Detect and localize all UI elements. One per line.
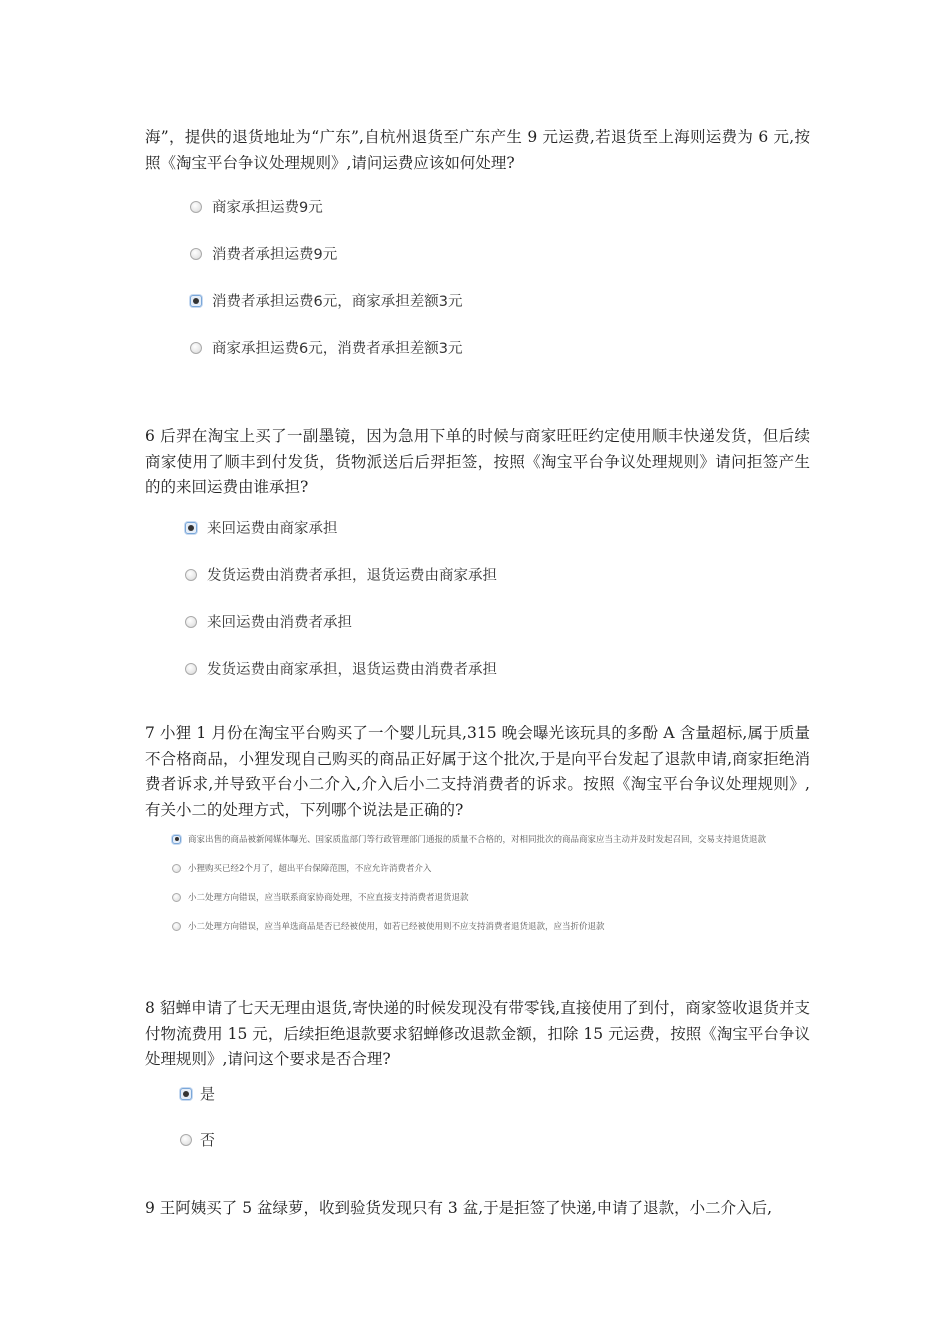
radio-checked-icon[interactable] bbox=[180, 1088, 192, 1100]
q7-option-3[interactable] bbox=[172, 891, 469, 903]
q8-option-2-label: 否 bbox=[200, 1131, 216, 1149]
q7-option-4[interactable] bbox=[172, 920, 605, 932]
radio-icon[interactable] bbox=[190, 342, 202, 354]
radio-icon[interactable] bbox=[185, 616, 197, 628]
q6-option-3[interactable] bbox=[185, 611, 352, 632]
question-7-text: 7 小狸 1 月份在淘宝平台购买了一个婴儿玩具,315 晚会曝光该玩具的多酚 A 含量超标,属于质量不合格商品，小狸发现自己购买的商品正好属于这个批次,于是向平台发起了退款申请,商家拒绝消费者诉求,并导致平台小二介入,介入后小二支持消费者的诉求。按照《淘宝平台争议处理规则》,有关小二的处理方式，下列哪个说法是正确的? bbox=[145, 724, 810, 819]
radio-icon[interactable] bbox=[190, 248, 202, 260]
q7-option-2[interactable] bbox=[172, 862, 431, 874]
q5-option-1-label: 商家承担运费9元 bbox=[212, 200, 323, 216]
q6-option-3-label: 来回运费由消费者承担 bbox=[207, 615, 352, 631]
q7-option-4-label: 小二处理方向错误，应当单选商品是否已经被使用，如若已经被使用则不应支持消费者退货退款，应当折价退款 bbox=[188, 922, 605, 932]
radio-checked-icon[interactable] bbox=[172, 835, 181, 844]
q7-option-1-label: 商家出售的商品被新闻媒体曝光、国家质监部门等行政管理部门通报的质量不合格的，对相同批次的商品商家应当主动并及时发起召回，交易支持退货退款 bbox=[188, 835, 767, 845]
q6-option-1[interactable] bbox=[185, 517, 338, 538]
q6-option-4[interactable] bbox=[185, 658, 497, 679]
q5-option-2-label: 消费者承担运费9元 bbox=[212, 247, 338, 263]
q7-option-2-label: 小狸购买已经2个月了，超出平台保障范围，不应允许消费者介入 bbox=[188, 864, 432, 874]
radio-icon[interactable] bbox=[180, 1134, 192, 1146]
q5-option-1[interactable] bbox=[190, 196, 323, 217]
q7-option-3-label: 小二处理方向错误，应当联系商家协商处理，不应直接支持消费者退货退款 bbox=[188, 893, 469, 903]
radio-checked-icon[interactable] bbox=[190, 295, 202, 307]
q8-option-2[interactable] bbox=[180, 1129, 215, 1150]
radio-icon[interactable] bbox=[190, 201, 202, 213]
question-8-text: 8 貂蝉申请了七天无理由退货,寄快递的时候发现没有带零钱,直接使用了到付，商家签收退货并支付物流费用 15 元，后续拒绝退款要求貂蝉修改退款金额，扣除 15 元运费，按照《淘宝平台争议处理规则》,请问这个要求是否合理? bbox=[145, 999, 810, 1068]
q5-option-2[interactable] bbox=[190, 243, 337, 264]
q5-option-4-label: 商家承担运费6元，消费者承担差额3元 bbox=[212, 341, 463, 357]
q5-option-3[interactable] bbox=[190, 290, 462, 311]
q8-option-1-label: 是 bbox=[200, 1085, 216, 1103]
q6-option-4-label: 发货运费由商家承担，退货运费由消费者承担 bbox=[207, 662, 497, 678]
q5-option-4[interactable] bbox=[190, 337, 462, 358]
q5-option-3-label: 消费者承担运费6元，商家承担差额3元 bbox=[212, 294, 463, 310]
question-9-text: 9 王阿姨买了 5 盆绿萝，收到验货发现只有 3 盆,于是拒签了快递,申请了退款，小二介入后, bbox=[145, 1199, 773, 1217]
q8-option-1[interactable] bbox=[180, 1083, 215, 1104]
q6-option-2-label: 发货运费由消费者承担，退货运费由商家承担 bbox=[207, 568, 497, 584]
question-5-text: 海”，提供的退货地址为“广东”,自杭州退货至广东产生 9 元运费,若退货至上海则运费为 6 元,按照《淘宝平台争议处理规则》,请问运费应该如何处理? bbox=[145, 128, 810, 172]
q6-option-2[interactable] bbox=[185, 564, 497, 585]
q6-option-1-label: 来回运费由商家承担 bbox=[207, 521, 338, 537]
q7-option-1[interactable] bbox=[172, 833, 766, 845]
radio-icon[interactable] bbox=[185, 663, 197, 675]
question-6-text: 6 后羿在淘宝上买了一副墨镜，因为急用下单的时候与商家旺旺约定使用顺丰快递发货，但后续商家使用了顺丰到付发货，货物派送后后羿拒签，按照《淘宝平台争议处理规则》请问拒签产生的的来回运费由谁承担? bbox=[145, 427, 810, 496]
radio-checked-icon[interactable] bbox=[185, 522, 197, 534]
radio-icon[interactable] bbox=[185, 569, 197, 581]
radio-icon[interactable] bbox=[172, 922, 181, 931]
radio-icon[interactable] bbox=[172, 864, 181, 873]
radio-icon[interactable] bbox=[172, 893, 181, 902]
